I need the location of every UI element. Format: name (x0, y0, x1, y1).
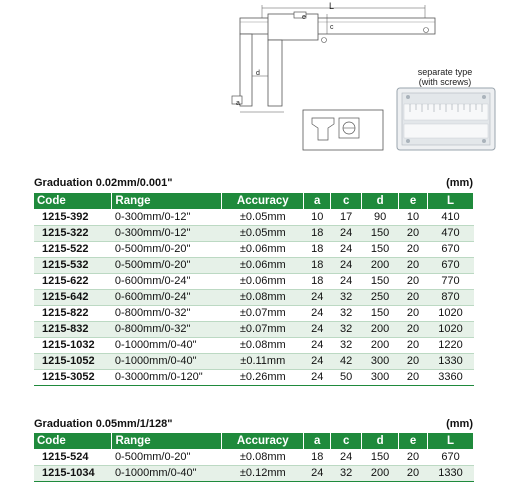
cell-L: 1220 (428, 337, 474, 353)
cell-code: 1215-642 (34, 289, 112, 305)
cell-c: 32 (331, 465, 362, 481)
table-row (34, 289, 474, 305)
cell-range: 0-1000mm/0-40" (112, 337, 222, 353)
cell-c: 24 (331, 449, 362, 465)
cell-c: 32 (331, 289, 362, 305)
cell-a: 24 (304, 305, 331, 321)
cell-a: 24 (304, 289, 331, 305)
cell-L: 670 (428, 257, 474, 273)
cell-range: 0-600mm/0-24" (112, 273, 222, 289)
table-header-row (34, 433, 474, 449)
table-header-row (34, 193, 474, 209)
caliper-drawings (0, 0, 508, 165)
cell-accuracy: ±0.26mm (222, 369, 304, 385)
cell-L: 770 (428, 273, 474, 289)
cell-e: 20 (399, 369, 428, 385)
cell-accuracy: ±0.07mm (222, 305, 304, 321)
cell-range: 0-600mm/0-24" (112, 289, 222, 305)
cell-range: 0-3000mm/0-120" (112, 369, 222, 385)
cell-accuracy: ±0.08mm (222, 449, 304, 465)
cell-a: 18 (304, 449, 331, 465)
header-range: Range (112, 433, 222, 449)
table-row (34, 241, 474, 257)
table2-body (34, 449, 474, 481)
cell-e: 20 (399, 273, 428, 289)
header-c: c (331, 433, 362, 449)
table-row (34, 449, 474, 465)
header-a: a (304, 433, 331, 449)
spec-table-2 (34, 433, 474, 482)
cell-d: 150 (362, 449, 399, 465)
cell-e: 20 (399, 353, 428, 369)
cell-a: 24 (304, 337, 331, 353)
header-e: e (399, 193, 428, 209)
cell-L: 1330 (428, 465, 474, 481)
cell-e: 20 (399, 289, 428, 305)
cell-c: 24 (331, 225, 362, 241)
cell-a: 24 (304, 353, 331, 369)
cell-range: 0-800mm/0-32" (112, 305, 222, 321)
cell-d: 300 (362, 353, 399, 369)
cell-c: 32 (331, 337, 362, 353)
cell-code: 1215-3052 (34, 369, 112, 385)
cell-range: 0-300mm/0-12" (112, 209, 222, 225)
header-accuracy: Accuracy (222, 433, 304, 449)
cell-accuracy: ±0.06mm (222, 241, 304, 257)
header-code: Code (34, 433, 112, 449)
cell-code: 1215-522 (34, 241, 112, 257)
table1-body (34, 209, 474, 385)
header-e: e (399, 433, 428, 449)
separate-type-sublabel: (with screws) (418, 77, 472, 87)
table-row (34, 257, 474, 273)
separate-type-label: separate type (417, 67, 473, 77)
cell-accuracy: ±0.06mm (222, 273, 304, 289)
cell-range: 0-300mm/0-12" (112, 225, 222, 241)
cell-e: 20 (399, 449, 428, 465)
dim-label-a: a (236, 100, 240, 107)
cell-d: 300 (362, 369, 399, 385)
cell-L: 670 (428, 241, 474, 257)
cell-a: 18 (304, 273, 331, 289)
cell-L: 1020 (428, 305, 474, 321)
cell-d: 200 (362, 321, 399, 337)
cell-accuracy: ±0.07mm (222, 321, 304, 337)
cell-e: 20 (399, 337, 428, 353)
cell-d: 150 (362, 273, 399, 289)
cell-code: 1215-1034 (34, 465, 112, 481)
cell-L: 3360 (428, 369, 474, 385)
cell-d: 200 (362, 465, 399, 481)
cell-L: 870 (428, 289, 474, 305)
cell-a: 18 (304, 225, 331, 241)
cell-c: 42 (331, 353, 362, 369)
dim-label-e: e (302, 14, 306, 21)
cell-e: 20 (399, 465, 428, 481)
cell-code: 1215-832 (34, 321, 112, 337)
cell-e: 20 (399, 225, 428, 241)
cell-L: 670 (428, 449, 474, 465)
table-row (34, 353, 474, 369)
table2-title: Graduation 0.05mm/1/128" (34, 418, 173, 430)
dim-label-c: c (330, 24, 334, 31)
cell-code: 1215-392 (34, 209, 112, 225)
header-a: a (304, 193, 331, 209)
cell-d: 200 (362, 337, 399, 353)
cell-code: 1215-1052 (34, 353, 112, 369)
cell-e: 20 (399, 321, 428, 337)
cell-accuracy: ±0.05mm (222, 225, 304, 241)
cell-c: 17 (331, 209, 362, 225)
table1-title: Graduation 0.02mm/0.001" (34, 177, 173, 189)
cell-d: 250 (362, 289, 399, 305)
table1-unit: (mm) (446, 177, 473, 189)
cell-c: 24 (331, 241, 362, 257)
cell-c: 32 (331, 305, 362, 321)
cell-d: 150 (362, 225, 399, 241)
cell-a: 10 (304, 209, 331, 225)
header-range: Range (112, 193, 222, 209)
cell-range: 0-800mm/0-32" (112, 321, 222, 337)
cell-d: 200 (362, 257, 399, 273)
cell-c: 24 (331, 257, 362, 273)
cell-a: 24 (304, 321, 331, 337)
header-d: d (362, 193, 399, 209)
cell-range: 0-500mm/0-20" (112, 449, 222, 465)
header-d: d (362, 433, 399, 449)
cell-accuracy: ±0.05mm (222, 209, 304, 225)
header-code: Code (34, 193, 112, 209)
cell-L: 1330 (428, 353, 474, 369)
cell-range: 0-1000mm/0-40" (112, 353, 222, 369)
table-row (34, 225, 474, 241)
dim-label-d: d (256, 70, 260, 77)
table-row (34, 369, 474, 385)
cell-d: 150 (362, 241, 399, 257)
cell-code: 1215-822 (34, 305, 112, 321)
cell-accuracy: ±0.11mm (222, 353, 304, 369)
cell-L: 1020 (428, 321, 474, 337)
cell-code: 1215-622 (34, 273, 112, 289)
cell-accuracy: ±0.06mm (222, 257, 304, 273)
cell-code: 1215-524 (34, 449, 112, 465)
table-row (34, 321, 474, 337)
table-row (34, 337, 474, 353)
cell-accuracy: ±0.12mm (222, 465, 304, 481)
cell-a: 18 (304, 257, 331, 273)
cell-L: 470 (428, 225, 474, 241)
table-row (34, 209, 474, 225)
table-row (34, 465, 474, 481)
cell-a: 24 (304, 369, 331, 385)
cell-accuracy: ±0.08mm (222, 337, 304, 353)
cell-d: 150 (362, 305, 399, 321)
header-accuracy: Accuracy (222, 193, 304, 209)
table2-unit: (mm) (446, 418, 473, 430)
cell-range: 0-500mm/0-20" (112, 257, 222, 273)
cell-L: 410 (428, 209, 474, 225)
cell-c: 50 (331, 369, 362, 385)
table-row (34, 305, 474, 321)
cell-accuracy: ±0.08mm (222, 289, 304, 305)
cell-e: 20 (399, 257, 428, 273)
cell-c: 32 (331, 321, 362, 337)
cell-c: 24 (331, 273, 362, 289)
header-c: c (331, 193, 362, 209)
cell-code: 1215-532 (34, 257, 112, 273)
cell-range: 0-1000mm/0-40" (112, 465, 222, 481)
cell-code: 1215-1032 (34, 337, 112, 353)
spec-table-1 (34, 193, 474, 386)
table-row (34, 273, 474, 289)
cell-a: 18 (304, 241, 331, 257)
cell-a: 24 (304, 465, 331, 481)
cell-code: 1215-322 (34, 225, 112, 241)
dim-label-L: L (329, 1, 335, 11)
cell-e: 20 (399, 241, 428, 257)
header-L: L (428, 433, 474, 449)
cell-e: 20 (399, 305, 428, 321)
cell-range: 0-500mm/0-20" (112, 241, 222, 257)
cell-d: 90 (362, 209, 399, 225)
header-L: L (428, 193, 474, 209)
cell-e: 10 (399, 209, 428, 225)
